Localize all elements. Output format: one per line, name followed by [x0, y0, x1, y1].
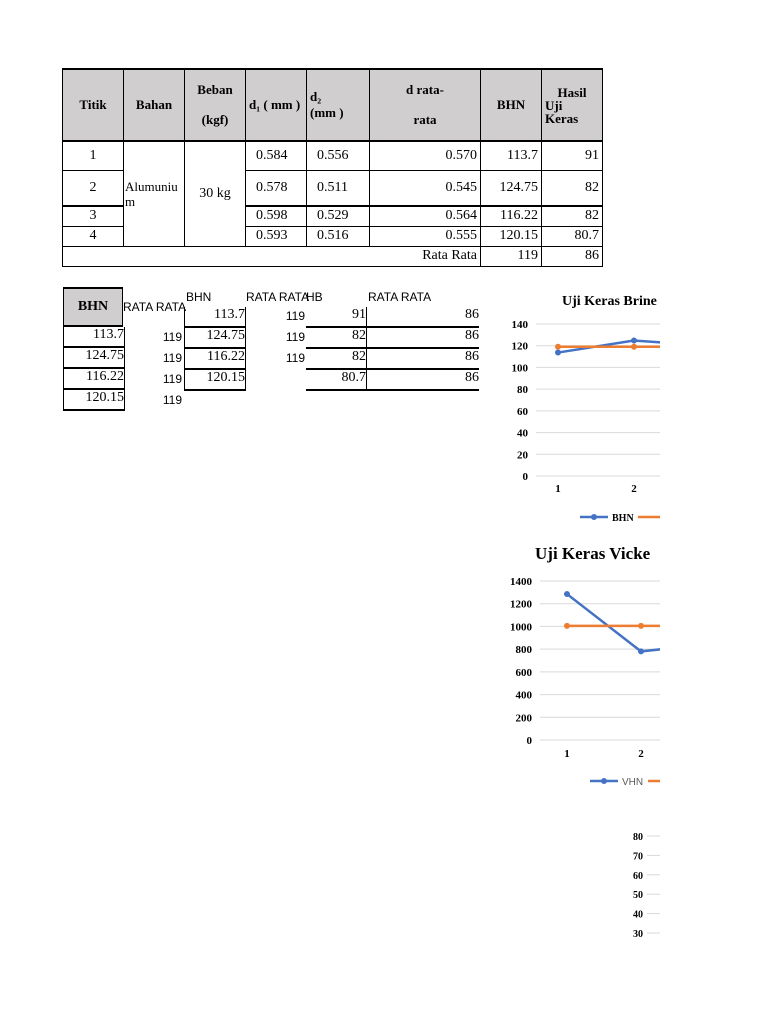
header-d2-line1: d₂ — [310, 89, 322, 104]
cell-d2: 0.556 — [307, 141, 370, 170]
cell-hasil: 82 — [542, 170, 603, 206]
cell-titik: 2 — [63, 170, 124, 206]
data-point — [631, 338, 637, 344]
y-tick-label: 80 — [633, 832, 643, 843]
list-item: 119 — [162, 351, 182, 365]
header-drata-line1: d rata- — [406, 82, 444, 97]
cell-bhn: 120.15 — [481, 226, 542, 246]
y-tick-label: 1200 — [510, 598, 532, 611]
legend-marker — [601, 778, 607, 784]
y-tick-label: 40 — [517, 427, 528, 440]
y-tick-label: 60 — [517, 405, 528, 418]
list-item: 86 — [367, 328, 479, 349]
list-item: 119 — [285, 351, 305, 365]
list-item: 113.7 — [185, 307, 245, 328]
list-item: 113.7 — [64, 327, 124, 348]
aux-bhn-header-2: BHN — [186, 290, 212, 304]
cell-titik: 3 — [63, 206, 124, 226]
footer-hasil: 86 — [542, 246, 603, 266]
cell-drata: 0.545 — [370, 170, 481, 206]
footer-bhn: 119 — [481, 246, 542, 266]
data-point — [638, 648, 644, 654]
cell-bhn: 116.22 — [481, 206, 542, 226]
list-item: 119 — [285, 309, 305, 323]
legend-label: BHN — [612, 513, 634, 524]
list-item: 124.75 — [64, 348, 124, 369]
list-item: 116.22 — [185, 349, 245, 370]
y-tick-label: 600 — [515, 666, 532, 679]
list-item: 119 — [162, 372, 182, 386]
header-d1: d₁ ( mm ) — [246, 69, 307, 141]
y-tick-label: 70 — [633, 851, 643, 863]
cell-titik: 4 — [63, 226, 124, 246]
list-item: 86 — [367, 307, 479, 328]
x-tick-label: 2 — [638, 748, 644, 760]
header-hasil-line1: Hasil — [557, 84, 587, 100]
list-item: 119 — [162, 393, 182, 407]
cell-d1: 0.598 — [246, 206, 307, 226]
cell-hasil: 91 — [542, 141, 603, 170]
x-tick-label: 2 — [631, 483, 637, 495]
data-point — [555, 350, 561, 356]
aux-rata-header-1: RATA RATA — [123, 300, 187, 314]
header-beban-line1: Beban — [197, 82, 233, 97]
cell-drata: 0.564 — [370, 206, 481, 226]
cell-drata: 0.555 — [370, 226, 481, 246]
y-tick-label: 30 — [633, 929, 643, 940]
header-beban-line2: (kgf) — [201, 112, 229, 127]
cell-beban: 30 kg — [185, 141, 246, 246]
cell-drata: 0.570 — [370, 141, 481, 170]
cell-hasil: 80.7 — [542, 226, 603, 246]
y-tick-label: 40 — [633, 909, 643, 921]
cell-hasil: 82 — [542, 206, 603, 226]
list-item: 91 — [306, 307, 366, 328]
y-tick-label: 1400 — [510, 576, 532, 588]
x-tick-label: 1 — [564, 748, 570, 760]
list-item: 120.15 — [206, 370, 245, 385]
cell-titik: 1 — [63, 141, 124, 170]
cell-d2: 0.511 — [307, 170, 370, 206]
y-tick-label: 80 — [517, 384, 528, 397]
cell-d1: 0.584 — [246, 141, 307, 170]
aux-rata-header-2: RATA RATA — [246, 290, 310, 304]
data-point — [564, 623, 570, 629]
chart-title: Uji Keras Brine — [562, 294, 657, 309]
crop-mask — [660, 290, 768, 810]
y-tick-label: 140 — [511, 319, 528, 331]
list-item: 124.75 — [185, 328, 245, 349]
list-item: 119 — [162, 330, 182, 344]
data-point — [638, 623, 644, 629]
legend-marker — [591, 514, 597, 520]
aux-hb-header: HB — [306, 290, 323, 304]
cell-bhn: 124.75 — [481, 170, 542, 206]
list-item: 120.15 — [85, 390, 124, 405]
y-tick-label: 120 — [511, 340, 528, 353]
list-item: 82 — [306, 349, 366, 370]
y-tick-label: 200 — [515, 712, 532, 725]
y-tick-label: 1000 — [510, 621, 532, 634]
cell-d1: 0.593 — [246, 226, 307, 246]
y-tick-label: 100 — [511, 362, 528, 375]
y-tick-label: 400 — [515, 689, 532, 702]
chart-title: Uji Keras Vicke — [535, 544, 651, 563]
list-item: 86 — [367, 370, 479, 391]
y-tick-label: 0 — [526, 735, 532, 747]
cell-bahan: Alumunium — [124, 141, 185, 246]
data-point — [631, 344, 637, 350]
footer-label: Rata Rata — [63, 246, 481, 266]
list-item: 119 — [285, 330, 305, 344]
data-point — [555, 344, 561, 350]
header-drata-line2: rata — [413, 112, 437, 127]
y-tick-label: 50 — [633, 890, 643, 902]
legend-label: VHN — [622, 777, 644, 788]
list-item: 80.7 — [306, 370, 366, 391]
x-tick-label: 1 — [555, 483, 561, 495]
list-item: 116.22 — [64, 369, 124, 390]
aux-rata-header-3: RATA RATA — [368, 290, 432, 304]
y-tick-label: 60 — [633, 870, 643, 882]
header-titik: Titik — [63, 69, 124, 141]
header-bhn: BHN — [481, 69, 542, 141]
y-tick-label: 0 — [522, 471, 528, 483]
aux-bhn-header: BHN — [63, 287, 123, 327]
header-hasil-line2: Uji — [545, 97, 563, 113]
header-bahan: Bahan — [124, 69, 185, 141]
y-tick-label: 800 — [515, 644, 532, 657]
y-tick-label: 20 — [517, 449, 528, 462]
list-item: 86 — [367, 349, 479, 370]
data-point — [564, 591, 570, 597]
cell-d2: 0.516 — [307, 226, 370, 246]
cell-bhn: 113.7 — [481, 141, 542, 170]
cell-d1: 0.578 — [246, 170, 307, 206]
list-item: 82 — [306, 328, 366, 349]
header-hasil-line3: Keras — [545, 110, 579, 126]
header-d2-line2: (mm ) — [310, 105, 344, 120]
cell-d2: 0.529 — [307, 206, 370, 226]
